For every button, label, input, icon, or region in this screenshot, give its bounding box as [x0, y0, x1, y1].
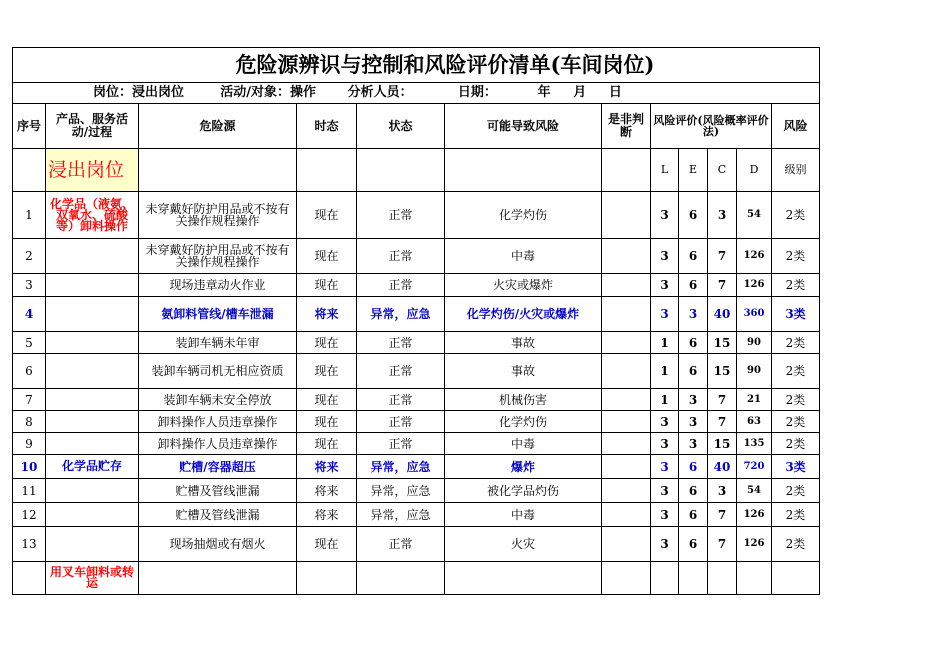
row-risk: 中毒	[445, 239, 602, 274]
row-level: 2类	[772, 479, 820, 503]
row-judge	[602, 433, 651, 455]
row-D: 720	[737, 455, 772, 479]
row-E	[679, 562, 708, 595]
col-D: D	[737, 149, 772, 192]
row-D: 90	[737, 354, 772, 389]
row-product	[46, 332, 139, 354]
row-D: 126	[737, 527, 772, 562]
row-tense: 现在	[297, 354, 357, 389]
row-L: 3	[651, 527, 679, 562]
row-risk: 化学灼伤/火灾或爆炸	[445, 297, 602, 332]
row-E: 6	[679, 274, 708, 297]
empty-cell	[13, 149, 46, 192]
row-C: 15	[708, 354, 737, 389]
row-product	[46, 527, 139, 562]
row-C: 7	[708, 239, 737, 274]
empty-cell	[139, 149, 297, 192]
row-product	[46, 433, 139, 455]
row-judge	[602, 411, 651, 433]
row-tense: 将来	[297, 297, 357, 332]
row-hazard: 现场违章动火作业	[139, 274, 297, 297]
row-state: 正常	[357, 332, 445, 354]
row-hazard: 氨卸料管线/槽车泄漏	[139, 297, 297, 332]
row-state: 异常，应急	[357, 297, 445, 332]
row-number	[13, 562, 46, 595]
table-row	[13, 297, 820, 332]
table-row	[13, 274, 820, 297]
row-D: 54	[737, 479, 772, 503]
table-row	[13, 411, 820, 433]
row-product	[46, 297, 139, 332]
row-hazard: 贮槽及管线泄漏	[139, 479, 297, 503]
row-tense: 现在	[297, 433, 357, 455]
empty-cell	[445, 149, 602, 192]
row-risk: 中毒	[445, 503, 602, 527]
row-state	[357, 562, 445, 595]
row-C: 3	[708, 479, 737, 503]
table-row	[13, 239, 820, 274]
row-C: 15	[708, 332, 737, 354]
row-C: 7	[708, 503, 737, 527]
table-row	[13, 332, 820, 354]
row-state: 正常	[357, 274, 445, 297]
row-hazard: 卸料操作人员违章操作	[139, 433, 297, 455]
row-number: 4	[13, 297, 46, 332]
row-L: 3	[651, 433, 679, 455]
row-D	[737, 562, 772, 595]
row-state: 正常	[357, 239, 445, 274]
row-L: 3	[651, 455, 679, 479]
row-level: 2类	[772, 354, 820, 389]
row-C	[708, 562, 737, 595]
col-E: E	[679, 149, 708, 192]
row-product: 用叉车卸料或转运	[46, 562, 139, 595]
row-level: 3类	[772, 297, 820, 332]
row-number: 8	[13, 411, 46, 433]
row-level: 2类	[772, 274, 820, 297]
row-E: 3	[679, 433, 708, 455]
table-row	[13, 562, 820, 595]
row-risk	[445, 562, 602, 595]
col-grade: 级别	[772, 149, 820, 192]
header-hazard: 危险源	[139, 104, 297, 149]
row-level: 2类	[772, 411, 820, 433]
row-C: 7	[708, 274, 737, 297]
header-risk: 可能导致风险	[445, 104, 602, 149]
header-judge: 是非判断	[602, 104, 651, 149]
row-E: 3	[679, 411, 708, 433]
empty-cell	[297, 149, 357, 192]
row-state: 正常	[357, 192, 445, 239]
row-number: 3	[13, 274, 46, 297]
row-L	[651, 562, 679, 595]
row-D: 126	[737, 239, 772, 274]
row-level: 2类	[772, 433, 820, 455]
row-D: 21	[737, 389, 772, 411]
row-L: 3	[651, 239, 679, 274]
row-product: 化学品（液氨、双氧水、硫酸等）卸料操作	[46, 192, 139, 239]
row-product	[46, 274, 139, 297]
row-product	[46, 354, 139, 389]
row-hazard: 卸料操作人员违章操作	[139, 411, 297, 433]
row-hazard: 现场抽烟或有烟火	[139, 527, 297, 562]
row-E: 3	[679, 389, 708, 411]
row-state: 正常	[357, 389, 445, 411]
row-level: 3类	[772, 455, 820, 479]
row-L: 1	[651, 332, 679, 354]
row-risk: 化学灼伤	[445, 411, 602, 433]
row-number: 7	[13, 389, 46, 411]
col-L: L	[651, 149, 679, 192]
row-level: 2类	[772, 503, 820, 527]
row-hazard: 装卸车辆未安全停放	[139, 389, 297, 411]
row-hazard: 未穿戴好防护用品或不按有关操作规程操作	[139, 239, 297, 274]
table-row	[13, 527, 820, 562]
row-number: 11	[13, 479, 46, 503]
row-hazard: 未穿戴好防护用品或不按有关操作规程操作	[139, 192, 297, 239]
row-E: 6	[679, 455, 708, 479]
row-state: 异常，应急	[357, 479, 445, 503]
row-level: 2类	[772, 192, 820, 239]
row-state: 正常	[357, 433, 445, 455]
row-D: 63	[737, 411, 772, 433]
table-row	[13, 455, 820, 479]
row-judge	[602, 562, 651, 595]
row-tense: 将来	[297, 503, 357, 527]
row-number: 1	[13, 192, 46, 239]
header-level: 风险	[772, 104, 820, 149]
row-C: 15	[708, 433, 737, 455]
table-row	[13, 479, 820, 503]
row-hazard: 贮槽/容器超压	[139, 455, 297, 479]
row-tense: 将来	[297, 479, 357, 503]
row-C: 7	[708, 411, 737, 433]
row-tense: 现在	[297, 332, 357, 354]
row-L: 3	[651, 411, 679, 433]
row-tense: 现在	[297, 274, 357, 297]
row-product	[46, 411, 139, 433]
row-number: 2	[13, 239, 46, 274]
row-judge	[602, 332, 651, 354]
row-judge	[602, 354, 651, 389]
row-tense: 现在	[297, 389, 357, 411]
row-state: 异常，应急	[357, 455, 445, 479]
row-judge	[602, 527, 651, 562]
row-risk: 事故	[445, 354, 602, 389]
row-L: 3	[651, 479, 679, 503]
row-hazard: 装卸车辆未年审	[139, 332, 297, 354]
row-level: 2类	[772, 332, 820, 354]
header-tense: 时态	[297, 104, 357, 149]
row-E: 3	[679, 297, 708, 332]
row-E: 6	[679, 192, 708, 239]
row-tense	[297, 562, 357, 595]
row-D: 126	[737, 503, 772, 527]
row-L: 3	[651, 192, 679, 239]
row-level	[772, 562, 820, 595]
table-row	[13, 192, 820, 239]
row-number: 13	[13, 527, 46, 562]
row-product: 化学品贮存	[46, 455, 139, 479]
row-judge	[602, 192, 651, 239]
row-number: 5	[13, 332, 46, 354]
row-risk: 化学灼伤	[445, 192, 602, 239]
row-E: 6	[679, 527, 708, 562]
row-E: 6	[679, 479, 708, 503]
row-tense: 现在	[297, 239, 357, 274]
header-eval: 风险评价(风险概率评价法)	[651, 104, 772, 149]
header-product: 产品、服务活动/过程	[46, 104, 139, 149]
row-level: 2类	[772, 527, 820, 562]
row-number: 9	[13, 433, 46, 455]
row-state: 正常	[357, 354, 445, 389]
row-judge	[602, 274, 651, 297]
row-judge	[602, 455, 651, 479]
row-product	[46, 503, 139, 527]
row-level: 2类	[772, 389, 820, 411]
row-D: 54	[737, 192, 772, 239]
row-risk: 火灾或爆炸	[445, 274, 602, 297]
row-hazard: 贮槽及管线泄漏	[139, 503, 297, 527]
row-judge	[602, 479, 651, 503]
section-title: 浸出岗位	[46, 149, 139, 192]
row-E: 6	[679, 354, 708, 389]
row-E: 6	[679, 332, 708, 354]
row-D: 135	[737, 433, 772, 455]
row-C: 7	[708, 389, 737, 411]
empty-cell	[357, 149, 445, 192]
risk-sheet	[12, 47, 820, 595]
row-number: 6	[13, 354, 46, 389]
row-product	[46, 479, 139, 503]
row-tense: 现在	[297, 411, 357, 433]
row-risk: 中毒	[445, 433, 602, 455]
table-row	[13, 503, 820, 527]
row-E: 6	[679, 503, 708, 527]
row-state: 正常	[357, 527, 445, 562]
row-L: 1	[651, 389, 679, 411]
row-D: 90	[737, 332, 772, 354]
row-L: 3	[651, 503, 679, 527]
col-C: C	[708, 149, 737, 192]
risk-table	[12, 47, 820, 595]
row-product	[46, 239, 139, 274]
row-L: 3	[651, 297, 679, 332]
row-C: 7	[708, 527, 737, 562]
empty-cell	[602, 149, 651, 192]
row-judge	[602, 297, 651, 332]
row-tense: 现在	[297, 527, 357, 562]
row-number: 12	[13, 503, 46, 527]
header-state: 状态	[357, 104, 445, 149]
row-judge	[602, 389, 651, 411]
header-seq: 序号	[13, 104, 46, 149]
row-D: 126	[737, 274, 772, 297]
row-L: 1	[651, 354, 679, 389]
row-tense: 现在	[297, 192, 357, 239]
row-L: 3	[651, 274, 679, 297]
table-row	[13, 389, 820, 411]
row-E: 6	[679, 239, 708, 274]
row-C: 3	[708, 192, 737, 239]
table-row	[13, 354, 820, 389]
row-risk: 爆炸	[445, 455, 602, 479]
table-row	[13, 433, 820, 455]
row-tense: 将来	[297, 455, 357, 479]
sheet-title: 危险源辨识与控制和风险评价清单(车间岗位)	[13, 48, 820, 83]
row-risk: 火灾	[445, 527, 602, 562]
meta-line: 岗位：浸出岗位 活动/对象：操作 分析人员： 日期： 年 月 日	[13, 83, 820, 104]
row-risk: 被化学品灼伤	[445, 479, 602, 503]
row-hazard	[139, 562, 297, 595]
row-risk: 机械伤害	[445, 389, 602, 411]
row-judge	[602, 239, 651, 274]
row-product	[46, 389, 139, 411]
row-hazard: 装卸车辆司机无相应资质	[139, 354, 297, 389]
row-level: 2类	[772, 239, 820, 274]
row-C: 40	[708, 297, 737, 332]
row-state: 正常	[357, 411, 445, 433]
row-risk: 事故	[445, 332, 602, 354]
row-state: 异常，应急	[357, 503, 445, 527]
row-judge	[602, 503, 651, 527]
row-D: 360	[737, 297, 772, 332]
row-C: 40	[708, 455, 737, 479]
row-number: 10	[13, 455, 46, 479]
